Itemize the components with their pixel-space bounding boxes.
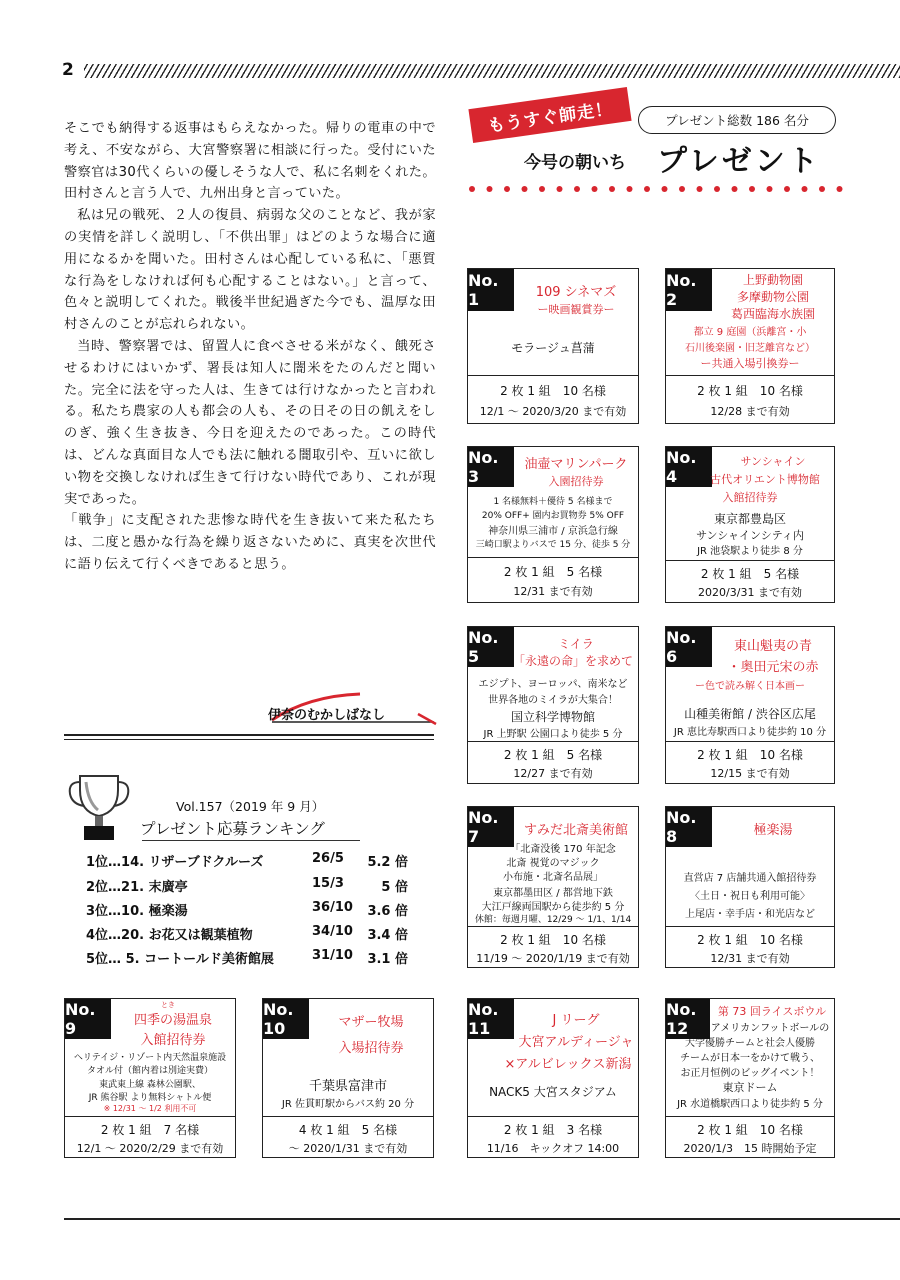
present-validity: 2020/1/3 15 時開始予定 [683, 1142, 817, 1155]
present-name: 石川後楽園・旧芝離宮など） [685, 343, 815, 354]
present-info: JR 恵比寿駅西口より徒歩約 10 分 [673, 727, 827, 738]
present-name: 多摩動物公園 [736, 290, 809, 304]
ranking-row [86, 900, 426, 920]
essay-body [64, 118, 436, 576]
present-info: モラージュ菖蒲 [511, 341, 595, 355]
present-info: 山種美術館 / 渋谷区広尾 [684, 707, 816, 721]
ranking-label: 2位…21. 末廣亭 [86, 880, 188, 895]
present-quantity: 2 枚 1 組 10 名様 [500, 384, 606, 398]
present-title-prefix: 今号の朝いち [524, 153, 626, 173]
present-validity: 12/31 まで有効 [513, 585, 593, 598]
present-name: 「永遠の命」を求めて [512, 654, 633, 668]
present-quantity: 2 枚 1 組 10 名様 [697, 748, 803, 762]
present-info: 大学優勝チームと社会人優勝 [685, 1038, 815, 1049]
present-info: 20% OFF+ 園内お買物券 5% OFF [481, 511, 625, 521]
present-card [467, 446, 639, 603]
present-name: 上野動物園 [742, 273, 803, 287]
present-info: JR 水道橋駅西口より徒歩約 5 分 [677, 1099, 823, 1110]
essay-signature: 伊奈のむかしばなし [268, 708, 386, 723]
ranking-title-underline [142, 840, 360, 841]
divider [263, 1116, 433, 1117]
ranking-ratio: 3.4 倍 [367, 928, 408, 943]
present-number: No. 4 [666, 447, 712, 487]
present-info: タオル付（館内着は別途実費） [86, 1066, 213, 1076]
present-card [665, 268, 835, 424]
ranking-ratio: 3.1 倍 [367, 952, 408, 967]
ranking-label: 3位…10. 極楽湯 [86, 904, 188, 919]
present-number: No. 3 [468, 447, 514, 487]
present-info: 上尾店・幸手店・和光店など [685, 909, 815, 920]
essay-paragraph: そこでも納得する返事はもらえなかった。帰りの電車の中で考え、不安ながら、大宮警察署に相談に行った。受付にいた警察官は30代くらいの優しそうな人で、私に名刺をくれた。田村さんと言う人で、九州出身と言っていた。 [64, 121, 436, 202]
present-name: 極楽湯 [753, 823, 793, 838]
present-card [64, 998, 236, 1158]
present-number: No. 1 [468, 269, 514, 311]
present-validity: 12/31 まで有効 [710, 952, 790, 965]
ranking-votes: 31/10 [312, 948, 353, 963]
divider [64, 734, 434, 736]
page-number: 2 [62, 60, 74, 80]
present-name: 葛西臨海水族園 [730, 307, 815, 321]
present-info: 東京都墨田区 / 都営地下鉄 [493, 888, 613, 899]
present-number: No. 2 [666, 269, 712, 311]
present-quantity: 2 枚 1 組 10 名様 [697, 1123, 803, 1137]
ranking-title: プレゼント応募ランキング [140, 820, 325, 838]
present-info: 直営店 7 店舗共通入館招待券 [683, 873, 817, 884]
ranking-ratio: 5 倍 [381, 880, 408, 895]
present-info: JR 池袋駅より徒歩 8 分 [697, 546, 803, 557]
header-hatch-bar [84, 64, 900, 78]
present-validity: 12/28 まで有効 [710, 405, 790, 418]
divider [468, 1116, 638, 1117]
present-info: JR 熊谷駅 より無料シャトル便 [88, 1093, 212, 1103]
present-number: No. 7 [468, 807, 514, 847]
present-number: No. 6 [666, 627, 712, 667]
present-validity: 12/1 ～ 2020/3/20 まで有効 [479, 405, 627, 418]
trophy-icon [66, 772, 132, 844]
present-number: No. 11 [468, 999, 514, 1039]
present-quantity: 2 枚 1 組 3 名様 [503, 1123, 603, 1137]
present-info: 1 名様無料＋優待 5 名様まで [493, 497, 613, 507]
present-validity: ～ 2020/1/31 まで有効 [288, 1142, 408, 1155]
present-validity: 11/19 ～ 2020/1/19 まで有効 [476, 952, 630, 965]
present-name: ・奥田元宋の赤 [727, 660, 819, 675]
present-name: 入館招待券 [140, 1033, 206, 1048]
present-quantity: 2 枚 1 組 5 名様 [503, 748, 603, 762]
divider [64, 739, 434, 740]
present-info: 千葉県富津市 [308, 1079, 387, 1094]
present-name: ー色で読み解く日本画ー [695, 681, 805, 692]
present-quantity: 2 枚 1 組 5 名様 [503, 565, 603, 579]
present-card [467, 806, 639, 968]
present-info: 北斎 視覚のマジック [506, 858, 600, 869]
present-name: 入館招待券 [722, 491, 778, 504]
divider [666, 926, 834, 927]
present-info: 小布施・北斎名品展」 [503, 872, 603, 883]
divider [666, 375, 834, 376]
present-name: J リーグ [552, 1013, 600, 1028]
present-name: 109 シネマズ [535, 285, 617, 300]
footer-rule [64, 1218, 900, 1220]
present-info: チームが日本一をかけて戦う、 [680, 1053, 820, 1064]
present-number: No. 9 [65, 999, 111, 1039]
present-info: 世界各地のミイラが大集合！ [488, 695, 618, 706]
divider [666, 741, 834, 742]
divider [468, 557, 638, 558]
present-card [665, 626, 835, 784]
divider [65, 1116, 235, 1117]
divider [666, 1116, 834, 1117]
present-info: 大江戸線両国駅から徒歩約 5 分 [481, 902, 625, 913]
ranking-row [86, 948, 426, 968]
present-info: JR 上野駅 公園口より徒歩 5 分 [483, 729, 623, 740]
present-info: アメリカンフットボールの [710, 1023, 830, 1034]
present-info: 東京ドーム [722, 1081, 778, 1094]
month-badge: もうすぐ師走！ [468, 87, 631, 143]
present-info: 東武東上線 森林公園駅、 [99, 1080, 201, 1090]
present-info: サンシャインシティ内 [696, 529, 804, 542]
present-quantity: 4 枚 1 組 5 名様 [298, 1123, 398, 1137]
present-number: No. 8 [666, 807, 712, 847]
present-name: 四季の湯温泉 [133, 1013, 212, 1028]
present-info: エジプト、ヨーロッパ、南米など [478, 679, 628, 690]
essay-paragraph: 「戦争」に支配された悲惨な時代を生き抜いて来た私たちは、二度と愚かな行為を繰り返さないために、真実を次世代に語り伝えて行くべきであると思う。 [64, 513, 436, 572]
present-info: 東京都豊島区 [713, 512, 786, 526]
ranking-votes: 34/10 [312, 924, 353, 939]
present-name: ミイラ [558, 637, 594, 651]
ranking-volume: Vol.157（2019 年 9 月） [176, 799, 325, 814]
ranking-label: 1位…14. リザーブドクルーズ [86, 855, 264, 870]
ranking-label: 4位…20. お花又は観葉植物 [86, 928, 253, 943]
present-name: 大宮アルディージャ [518, 1035, 634, 1050]
ranking-votes: 26/5 [312, 851, 344, 866]
present-info: NACK5 大宮スタジアム [489, 1085, 617, 1099]
present-name: 都立 9 庭園（浜離宮・小 [693, 327, 807, 338]
present-card [262, 998, 434, 1158]
present-name: 第 73 回ライスボウル [717, 1005, 827, 1018]
present-total: プレゼント総数 186 名分 [638, 106, 836, 134]
present-quantity: 2 枚 1 組 10 名様 [697, 384, 803, 398]
present-info: JR 佐貫町駅からバス約 20 分 [281, 1099, 415, 1110]
ranking-row [86, 876, 426, 896]
essay-paragraph: 当時、警察署では、留置人に食べさせる米がなく、餓死させるわけにはいかず、署長は知人に闇米をたのんだと聞いた。完全に法を守った人は、生きては行けなかったと言われる。私たち農家の人も都会の人も、その日その日の飢えをしのぎ、強く生き抜き、今日を迎えたのであった。この時代は、どんな真面目な人でも法に触れる闇取引や、互いに欲しい物を交換しなければ生きて行けない時代であり、これが現実であった。 [64, 338, 436, 507]
divider [666, 560, 834, 561]
present-validity: 2020/3/31 まで有効 [698, 586, 802, 599]
present-card [665, 998, 835, 1158]
present-name: 油壷マリンパーク [524, 457, 628, 472]
present-info: 三崎口駅よりバスで 15 分、徒歩 5 分 [475, 540, 631, 550]
present-quantity: 2 枚 1 組 10 名様 [500, 933, 606, 947]
present-validity: 11/16 キックオフ 14:00 [486, 1142, 620, 1155]
ranking-label: 5位… 5. コートールド美術館展 [86, 952, 274, 967]
present-name: マザー牧場 [338, 1015, 404, 1030]
present-card [665, 806, 835, 968]
present-name: 東山魁夷の青 [733, 639, 812, 654]
essay-paragraph: 私は兄の戦死、２人の復員、病弱な父のことなど、我が家の実情を詳しく説明し、「不供出罪」はどのような場合に適用になるかを聞いた。田村さんは心配している私に、「悪質な行為をしなければ何も心配することはない。」と言って、色々と説明してくれた。戦後半世紀過ぎた今でも、温厚な田村さんのことが忘れられない。 [64, 208, 436, 333]
ranking-votes: 15/3 [312, 876, 344, 891]
divider [468, 741, 638, 742]
present-name: ー共通入場引換券ー [700, 357, 800, 370]
present-info: 国立科学博物館 [510, 710, 595, 724]
present-quantity: 2 枚 1 組 5 名様 [700, 567, 800, 581]
present-card [467, 998, 639, 1158]
present-info: 休館：毎週月曜、12/29 ～ 1/1、1/14 [474, 915, 632, 925]
present-info: 〈土日・祝日も利用可能〉 [690, 891, 810, 902]
present-number: No. 12 [666, 999, 710, 1039]
present-name: ×アルビレックス新潟 [504, 1057, 632, 1072]
present-card [665, 446, 835, 603]
divider [468, 375, 638, 376]
ranking-row [86, 924, 426, 944]
present-title: プレゼント [657, 144, 821, 179]
ranking-votes: 36/10 [312, 900, 353, 915]
present-validity: 12/1 ～ 2020/2/29 まで有効 [76, 1142, 224, 1155]
present-quantity: 2 枚 1 組 7 名様 [100, 1123, 200, 1137]
present-info: ※ 12/31 ～ 1/2 利用不可 [103, 1104, 197, 1113]
present-info: お正月恒例のビッグイベント！ [680, 1068, 820, 1079]
present-name: 入園招待券 [548, 475, 604, 488]
present-card [467, 268, 639, 424]
present-validity: 12/15 まで有効 [710, 767, 790, 780]
ranking-ratio: 5.2 倍 [367, 855, 408, 870]
present-card [467, 626, 639, 784]
present-quantity: 2 枚 1 組 10 名様 [697, 933, 803, 947]
present-number: No. 10 [263, 999, 309, 1039]
present-name: 古代オリエント博物館 [710, 473, 820, 486]
ranking-ratio: 3.6 倍 [367, 904, 408, 919]
present-name: 入場招待券 [338, 1041, 404, 1056]
present-name: すみだ北斎美術館 [523, 823, 628, 838]
present-info: 「北斎没後 170 年記念 [510, 844, 616, 855]
present-name: ー映画観賞券ー [537, 303, 615, 316]
present-info: 神奈川県三浦市 / 京浜急行線 [488, 526, 618, 537]
present-info: ヘリテイジ・リゾート内天然温泉施設 [73, 1053, 227, 1063]
divider [468, 926, 638, 927]
ranking-row [86, 851, 426, 871]
present-number: No. 5 [468, 627, 514, 667]
present-validity: 12/27 まで有効 [513, 767, 593, 780]
present-name: サンシャイン [740, 455, 806, 468]
furigana: とき [161, 1001, 175, 1009]
red-dot-divider [468, 184, 848, 194]
